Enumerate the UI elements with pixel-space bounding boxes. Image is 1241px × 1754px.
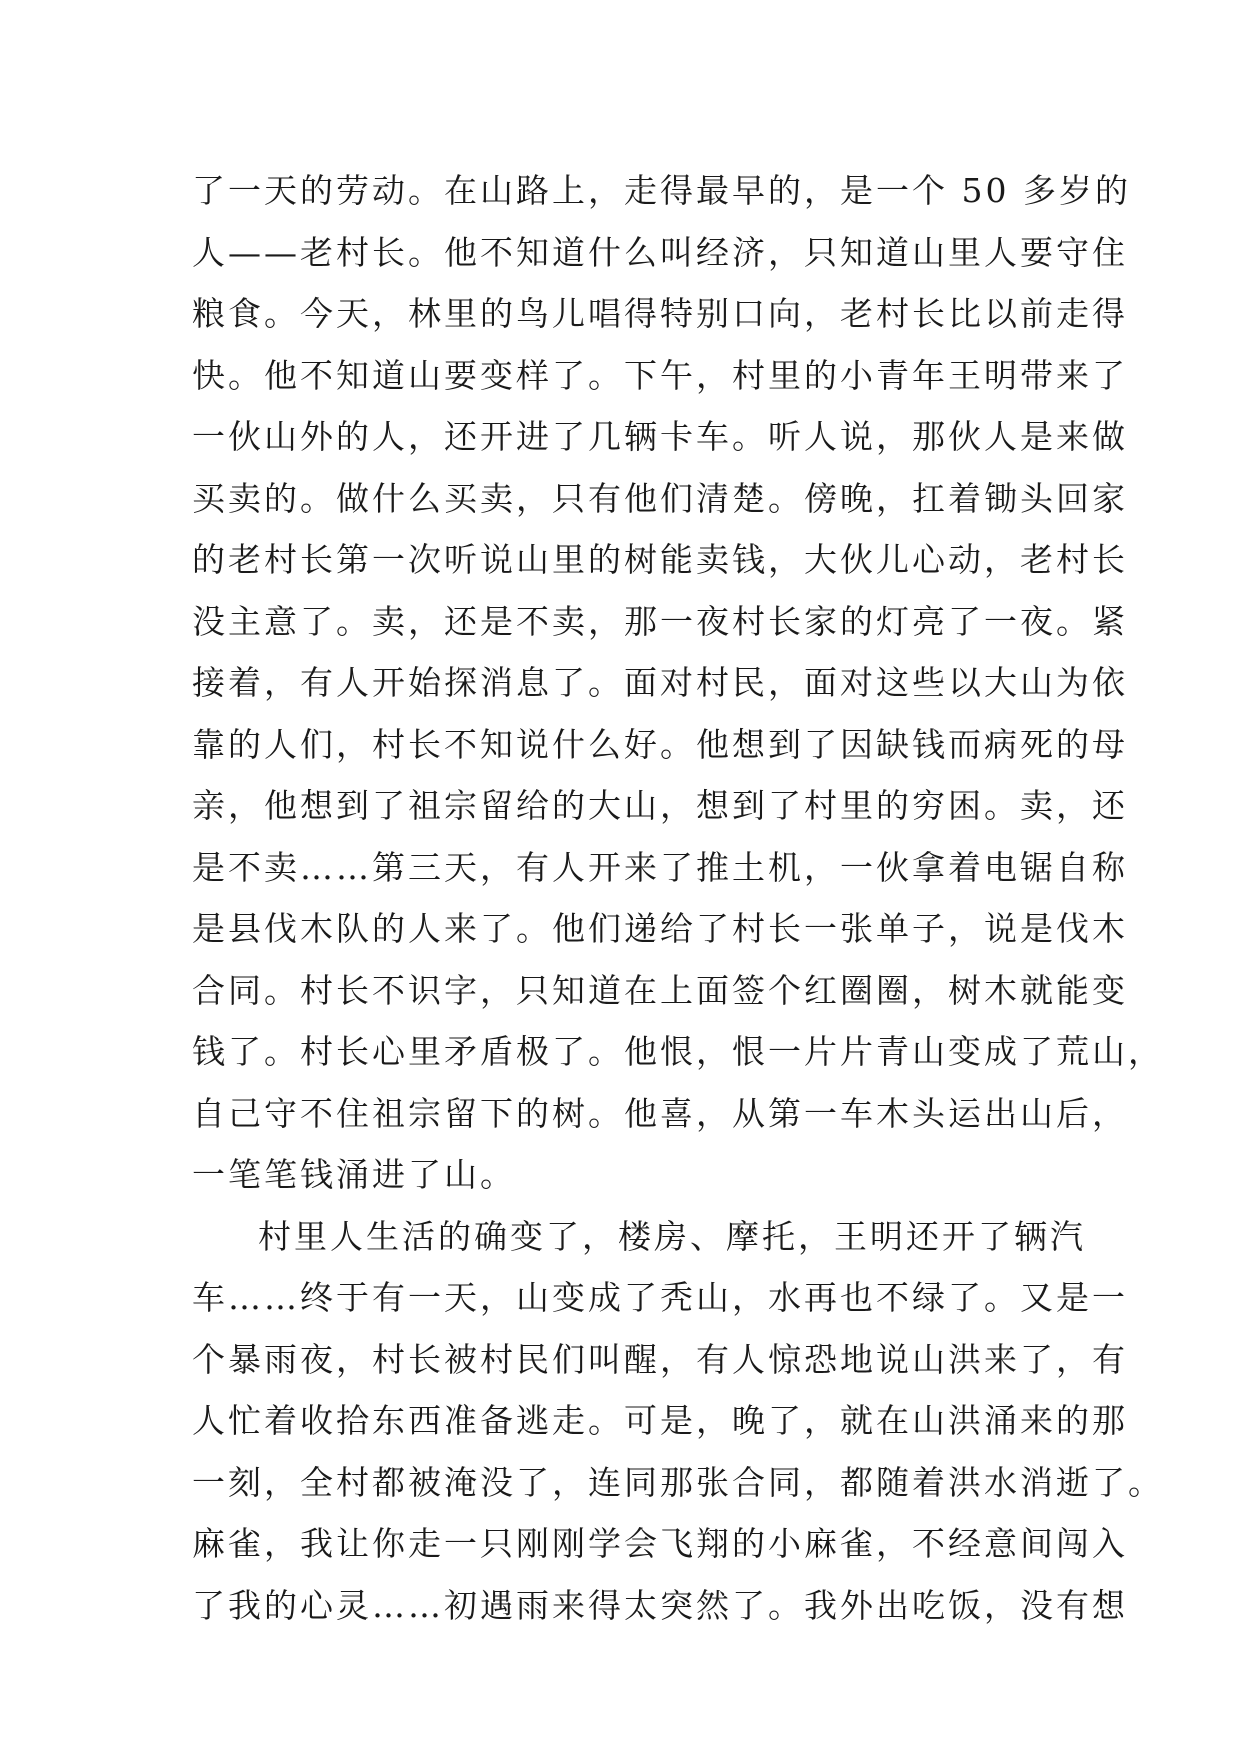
text-line: 了一天的劳动。在山路上，走得最早的，是一个 50 多岁的 xyxy=(192,171,1131,210)
text-line: 一伙山外的人，还开进了几辆卡车。听人说，那伙人是来做 xyxy=(192,417,1128,456)
text-line: 买卖的。做什么买卖，只有他们清楚。傍晚，扛着锄头回家 xyxy=(192,478,1128,518)
text-line: 一笔笔钱涌进了山。 xyxy=(192,1155,516,1194)
text-line: 车……终于有一天，山变成了秃山，水再也不绿了。又是一 xyxy=(192,1278,1128,1317)
text-line: 接着，有人开始探消息了。面对村民，面对这些以大山为依 xyxy=(192,663,1128,702)
text-line: 一刻，全村都被淹没了，连同那张合同，都随着洪水消逝了。 xyxy=(192,1462,1164,1502)
text-line: 是不卖……第三天，有人开来了推土机，一伙拿着电锯自称 xyxy=(192,847,1128,887)
text-line: 自己守不住祖宗留下的树。他喜，从第一车木头运出山后， xyxy=(192,1093,1128,1133)
text-line: 亲，他想到了祖宗留给的大山，想到了村里的穷困。卖，还 xyxy=(192,786,1128,825)
text-line: 靠的人们，村长不知说什么好。他想到了因缺钱而病死的母 xyxy=(192,724,1128,764)
text-line: 钱了。村长心里矛盾极了。他恨，恨一片片青山变成了荒山， xyxy=(192,1032,1164,1071)
text-line: 人忙着收拾东西准备逃走。可是，晚了，就在山洪涌来的那 xyxy=(192,1401,1128,1440)
text-line: 合同。村长不识字，只知道在上面签个红圈圈，树木就能变 xyxy=(192,970,1128,1010)
text-line: 粮食。今天，林里的鸟儿唱得特别口向，老村长比以前走得 xyxy=(192,294,1128,333)
text-line: 麻雀，我让你走一只刚刚学会飞翔的小麻雀，不经意间闯入 xyxy=(192,1524,1128,1563)
text-line: 没主意了。卖，还是不卖，那一夜村长家的灯亮了一夜。紧 xyxy=(192,601,1128,641)
paragraph-first-line: 村里人生活的确变了，楼房、摩托，王明还开了辆汽 xyxy=(258,1216,1086,1256)
body-text xyxy=(192,160,1164,1636)
text-line: 是县伐木队的人来了。他们递给了村长一张单子，说是伐木 xyxy=(192,909,1128,948)
text-line: 的老村长第一次听说山里的树能卖钱，大伙儿心动，老村长 xyxy=(192,540,1128,579)
text-line: 人——老村长。他不知道什么叫经济，只知道山里人要守住 xyxy=(192,232,1128,272)
text-line: 快。他不知道山要变样了。下午，村里的小青年王明带来了 xyxy=(192,355,1128,395)
text-line: 了我的心灵……初遇雨来得太突然了。我外出吃饭，没有想 xyxy=(192,1585,1128,1625)
text-line: 个暴雨夜，村长被村民们叫醒，有人惊恐地说山洪来了，有 xyxy=(192,1339,1128,1379)
